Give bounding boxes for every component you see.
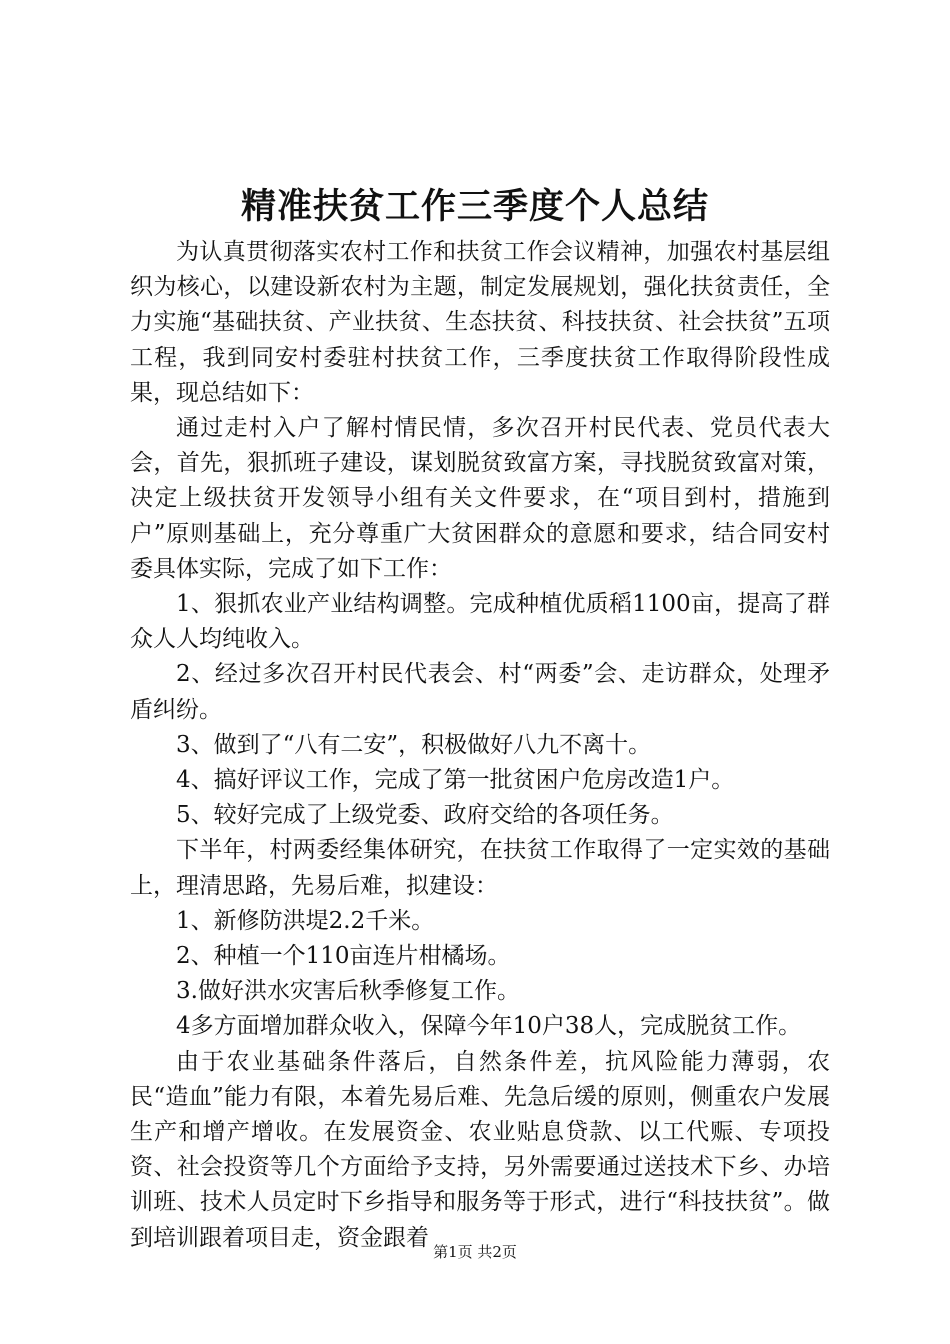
list-item-work-3: 3、做到了“八有二安”，积极做好八九不离十。	[176, 731, 652, 758]
paragraph-overview: 通过走村入户了解村情民情，多次召开村民代表、党员代表大会，首先，狠抓班子建设，谋划脱贫致富方案，寻找脱贫致富对策，决定上级扶贫开发领导小组有关文件要求，在“项目到村，措施到户”原则基础上，充分尊重广大贫困群众的意愿和要求，结合同安村委具体实际，完成了如下工作：	[130, 415, 830, 582]
document-body	[130, 235, 830, 1256]
list-item-work-5: 5、较好完成了上级党委、政府交给的各项任务。	[176, 802, 674, 829]
list-item-work-4: 4、搞好评议工作，完成了第一批贫困户危房改造1户。	[176, 767, 735, 794]
paragraph-intro: 为认真贯彻落实农村工作和扶贫工作会议精神，加强农村基层组织为核心，以建设新农村为主题，制定发展规划，强化扶贫责任，全力实施“基础扶贫、产业扶贫、生态扶贫、科技扶贫、社会扶贫”五项工程，我到同安村委驻村扶贫工作，三季度扶贫工作取得阶段性成果，现总结如下：	[130, 239, 830, 406]
list-item-plan-1: 1、新修防洪堤2.2千米。	[176, 907, 435, 934]
paragraph-conclusion: 由于农业基础条件落后，自然条件差，抗风险能力薄弱，农民“造血”能力有限，本着先易后难、先急后缓的原则，侧重农户发展生产和增产增收。在发展资金、农业贴息贷款、以工代赈、专项投资、社会投资等几个方面给予支持，另外需要通过送技术下乡、办培训班、技术人员定时下乡指导和服务等于形式，进行“科技扶贫”。做到培训跟着项目走，资金跟着	[130, 1048, 830, 1251]
paragraph-second-half: 下半年，村两委经集体研究，在扶贫工作取得了一定实效的基础上，理清思路，先易后难，拟建设：	[130, 837, 830, 899]
list-item-plan-4: 4多方面增加群众收入，保障今年10户38人，完成脱贫工作。	[176, 1013, 802, 1040]
list-item-work-2: 2、经过多次召开村民代表会、村“两委”会、走访群众，处理矛盾纠纷。	[130, 661, 830, 723]
list-item-plan-2: 2、种植一个110亩连片柑橘场。	[176, 943, 511, 970]
document-title: 精准扶贫工作三季度个人总结	[240, 186, 709, 227]
page-number-footer: 第1页 共2页	[433, 1243, 517, 1261]
list-item-plan-3: 3.做好洪水灾害后秋季修复工作。	[176, 978, 520, 1005]
list-item-work-1: 1、狠抓农业产业结构调整。完成种植优质稻1100亩，提高了群众人人均纯收入。	[130, 591, 830, 653]
